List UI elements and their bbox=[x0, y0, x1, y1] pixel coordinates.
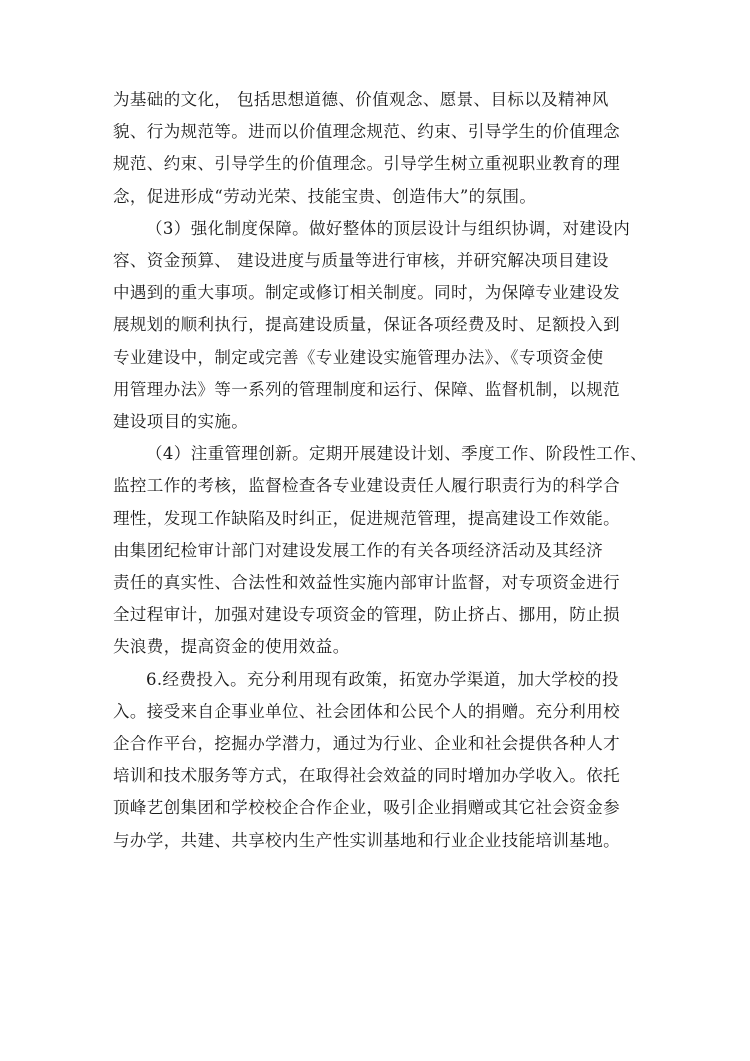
text-line: 规范、约束、引导学生的价值理念。引导学生树立重视职业教育的理 bbox=[113, 154, 620, 174]
text-line: 用管理办法》等一系列的管理制度和运行、保障、监督机制，以规范 bbox=[113, 379, 620, 399]
paragraph-management-innovation bbox=[113, 438, 647, 663]
text-line: 6.经费投入。充分利用现有政策，拓宽办学渠道，加大学校的投 bbox=[146, 669, 619, 689]
text-line: 监控工作的考核，监督检查各专业建设责任人履行职责行为的科学合 bbox=[113, 476, 620, 496]
text-line: 中遇到的重大事项。制定或修订相关制度。同时，为保障专业建设发 bbox=[113, 283, 620, 303]
text-line: 专业建设中，制定或完善《专业建设实施管理办法》、《专项资金使 bbox=[113, 347, 604, 367]
text-line: 责任的真实性、合法性和效益性实施内部审计监督，对专项资金进行 bbox=[113, 573, 620, 593]
text-line: （4）注重管理创新。定期开展建设计划、季度工作、阶段性工作、 bbox=[146, 444, 647, 464]
text-line: 企合作平台，挖掘办学潜力，通过为行业、企业和社会提供各种人才 bbox=[113, 734, 620, 754]
text-line: 由集团纪检审计部门对建设发展工作的有关各项经济活动及其经济 bbox=[113, 540, 604, 560]
text-line: 容、资金预算、 建设进度与质量等进行审核，并研究解决项目建设 bbox=[113, 251, 609, 271]
text-line: 理性，发现工作缺陷及时纠正，促进规范管理，提高建设工作效能。 bbox=[113, 508, 620, 528]
text-line: 展规划的顺利执行，提高建设质量，保证各项经费及时、足额投入到 bbox=[113, 315, 620, 335]
text-line: （3）强化制度保障。做好整体的顶层设计与组织协调，对建设内 bbox=[146, 218, 631, 238]
text-line: 为基础的文化， 包括思想道德、价值观念、愿景、目标以及精神风 bbox=[113, 90, 609, 109]
text-line: 貌、行为规范等。进而以价值理念规范、约束、引导学生的价值理念 bbox=[113, 122, 620, 142]
text-line: 培训和技术服务等方式，在取得社会效益的同时增加办学收入。依托 bbox=[113, 766, 620, 786]
paragraph-culture bbox=[113, 84, 643, 213]
paragraph-system-guarantee bbox=[113, 213, 643, 438]
text-line: 建设项目的实施。 bbox=[113, 412, 249, 432]
text-line: 全过程审计，加强对建设专项资金的管理，防止挤占、挪用，防止损 bbox=[113, 605, 620, 625]
text-line: 失浪费，提高资金的使用效益。 bbox=[113, 637, 350, 657]
text-line: 念，促进形成“劳动光荣、技能宝贵、创造伟大”的氛围。 bbox=[113, 186, 537, 206]
paragraph-funding-input bbox=[113, 664, 643, 857]
text-line: 入。接受来自企事业单位、社会团体和公民个人的捐赠。充分利用校 bbox=[113, 701, 620, 721]
text-line: 顶峰艺创集团和学校校企合作企业，吸引企业捐赠或其它社会资金参 bbox=[113, 798, 620, 818]
text-line: 与办学，共建、共享校内生产性实训基地和行业企业技能培训基地。 bbox=[113, 830, 620, 850]
